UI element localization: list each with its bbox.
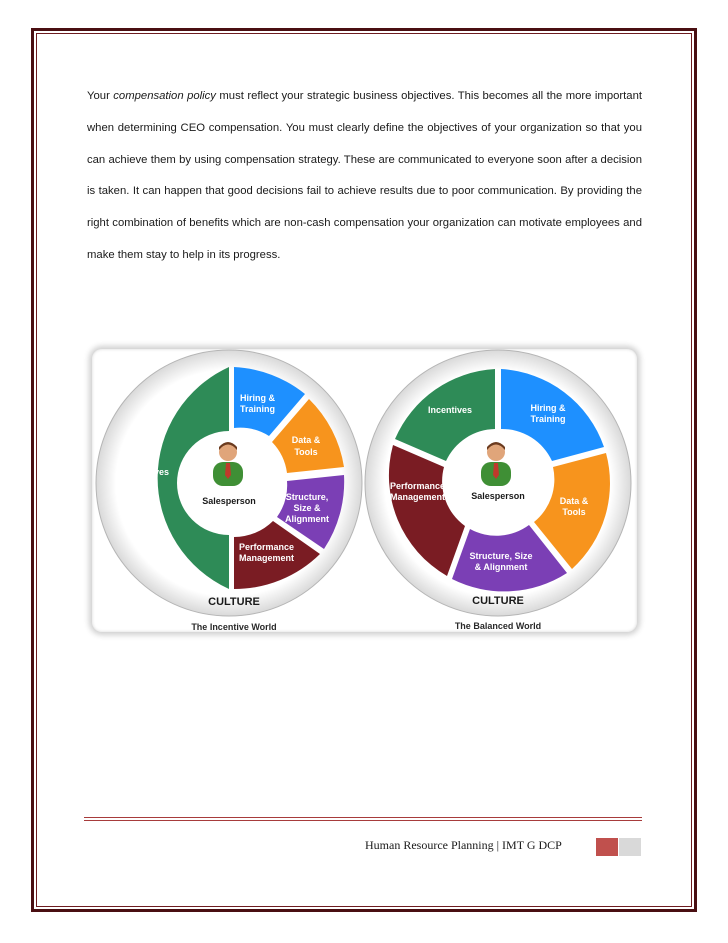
culture-label: CULTURE [472, 595, 524, 607]
data-label-line1: Data & [559, 496, 589, 506]
center-label: Salesperson [471, 491, 525, 501]
footer-rule-top [84, 817, 642, 818]
diagram-caption: The Balanced World [454, 621, 542, 631]
performance-label-line1: Performance [390, 481, 446, 491]
footer-page-box-grey [619, 838, 641, 856]
hiring-label-line2: Training [530, 414, 566, 424]
center-label: Salesperson [202, 496, 256, 506]
body-paragraph [87, 81, 642, 272]
data-label-line2: Tools [562, 507, 586, 517]
performance-label-line1: Performance [239, 542, 295, 552]
structure-label-line1: Structure, [285, 492, 329, 502]
paragraph-text-start: Your [87, 90, 114, 102]
diagram-caption: The Incentive World [191, 622, 277, 632]
hiring-label-line2: Training [240, 404, 276, 414]
incentive-world-diagram [96, 350, 362, 632]
compensation-diagram-figure [92, 349, 637, 632]
footer-page-box-red [596, 838, 618, 856]
compensation-diagrams [92, 349, 637, 632]
performance-label-line2: Management [239, 553, 295, 563]
footer-rule-bottom [84, 820, 642, 821]
structure-label-line1: Structure, Size [469, 551, 533, 561]
incentives-label: Incentives [125, 467, 170, 477]
culture-label: CULTURE [208, 596, 260, 608]
performance-label-line2: Management [390, 492, 446, 502]
structure-label-line3: Alignment [285, 514, 329, 524]
paragraph-text-rest: must reflect your strategic business objectives. This becomes all the more important when determining CEO compensation. You must clearly define the objectives of your organization so that you can achieve them by using compensation strategy. These are communicated to everyone soon after a decision is taken. It can happen that good decisions fail to achieve results due to poor communication. By providing the right combination of benefits which are non-cash compensation your organization can motivate employees and make them stay to help in its progress. [87, 90, 642, 261]
data-label-line1: Data & [291, 435, 321, 445]
hiring-label-line1: Hiring & [240, 393, 275, 403]
structure-label-line2: & Alignment [474, 562, 528, 572]
hiring-label-line1: Hiring & [530, 403, 566, 413]
footer-text: Human Resource Planning | IMT G DCP [365, 838, 562, 852]
balanced-world-diagram [365, 350, 631, 631]
data-label-line2: Tools [294, 447, 318, 457]
structure-label-line2: Size & [293, 503, 321, 513]
paragraph-emphasis: compensation policy [113, 90, 216, 102]
incentives-label: Incentives [427, 405, 473, 415]
